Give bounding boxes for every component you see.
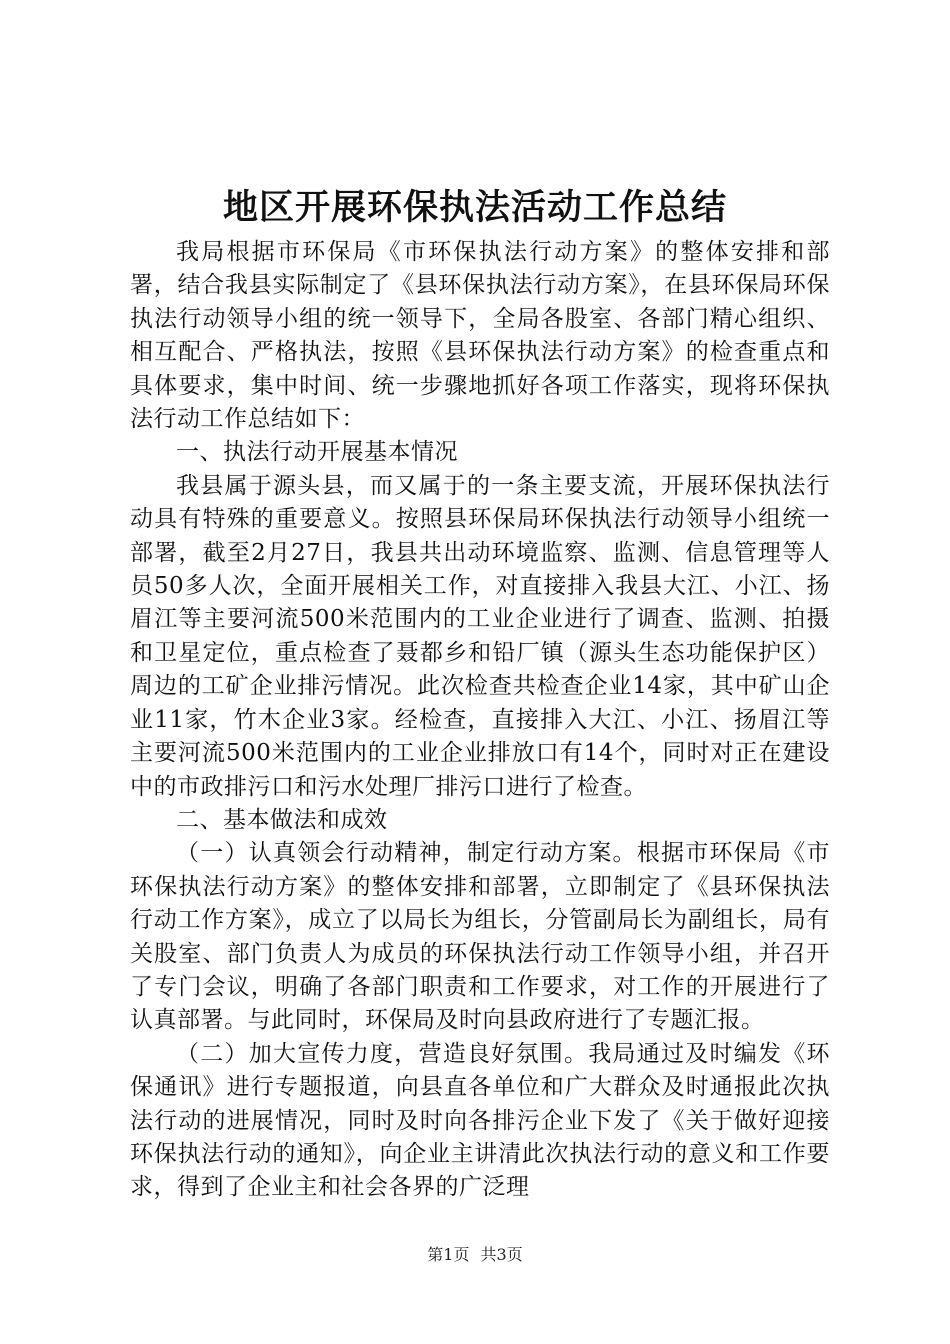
document-body — [130, 236, 830, 1205]
intro-paragraph: 我局根据市环保局《市环保执法行动方案》的整体安排和部署，结合我县实际制定了《县环保执法行动方案》，在县环保局环保执法行动领导小组的统一领导下，全局各股室、各部门精心组织、相互配合、严格执法，按照《县环保执法行动方案》的检查重点和具体要求，集中时间、统一步骤地抓好各项工作落实，现将环保执法行动工作总结如下： — [130, 239, 830, 433]
section-heading-1: 一、执法行动开展基本情况 — [176, 439, 458, 466]
subsection-1-paragraph: （一）认真领会行动精神，制定行动方案。根据市环保局《市环保执法行动方案》的整体安排和部署，立即制定了《县环保执法行动工作方案》，成立了以局长为组长，分管副局长为副组长，局有关股室、部门负责人为成员的环保执法行动工作领导小组，并召开了专门会议，明确了各部门职责和工作要求，对工作的开展进行了认真部署。与此同时，环保局及时向县政府进行了专题汇报。 — [130, 840, 830, 1034]
section-1-paragraph: 我县属于源头县，而又属于的一条主要支流，开展环保执法行动具有特殊的重要意义。按照县环保局环保执法行动领导小组统一部署，截至2月27日，我县共出动环境监察、监测、信息管理等人员50多人次，全面开展相关工作，对直接排入我县大江、小江、扬眉江等主要河流500米范围内的工业企业进行了调查、监测、拍摄和卫星定位，重点检查了聂都乡和铅厂镇（源头生态功能保护区）周边的工矿企业排污情况。此次检查共检查企业14家，其中矿山企业11家，竹木企业3家。经检查，直接排入大江、小江、扬眉江等主要河流500米范围内的工业企业排放口有14个，同时对正在建设中的市政排污口和污水处理厂排污口进行了检查。 — [130, 472, 830, 800]
page-number: 第1页 — [427, 1245, 470, 1264]
page-footer — [0, 1245, 950, 1265]
section-heading-2: 二、基本做法和成效 — [176, 806, 388, 833]
subsection-2-paragraph: （二）加大宣传力度，营造良好氛围。我局通过及时编发《环保通讯》进行专题报道，向县直各单位和广大群众及时通报此次执法行动的进展情况，同时及时向各排污企业下发了《关于做好迎接环保执法行动的通知》，向企业主讲清此次执法行动的意义和工作要求，得到了企业主和社会各界的广泛理 — [130, 1040, 830, 1201]
total-pages: 共3页 — [480, 1245, 523, 1264]
document-title: 地区开展环保执法活动工作总结 — [222, 187, 727, 228]
